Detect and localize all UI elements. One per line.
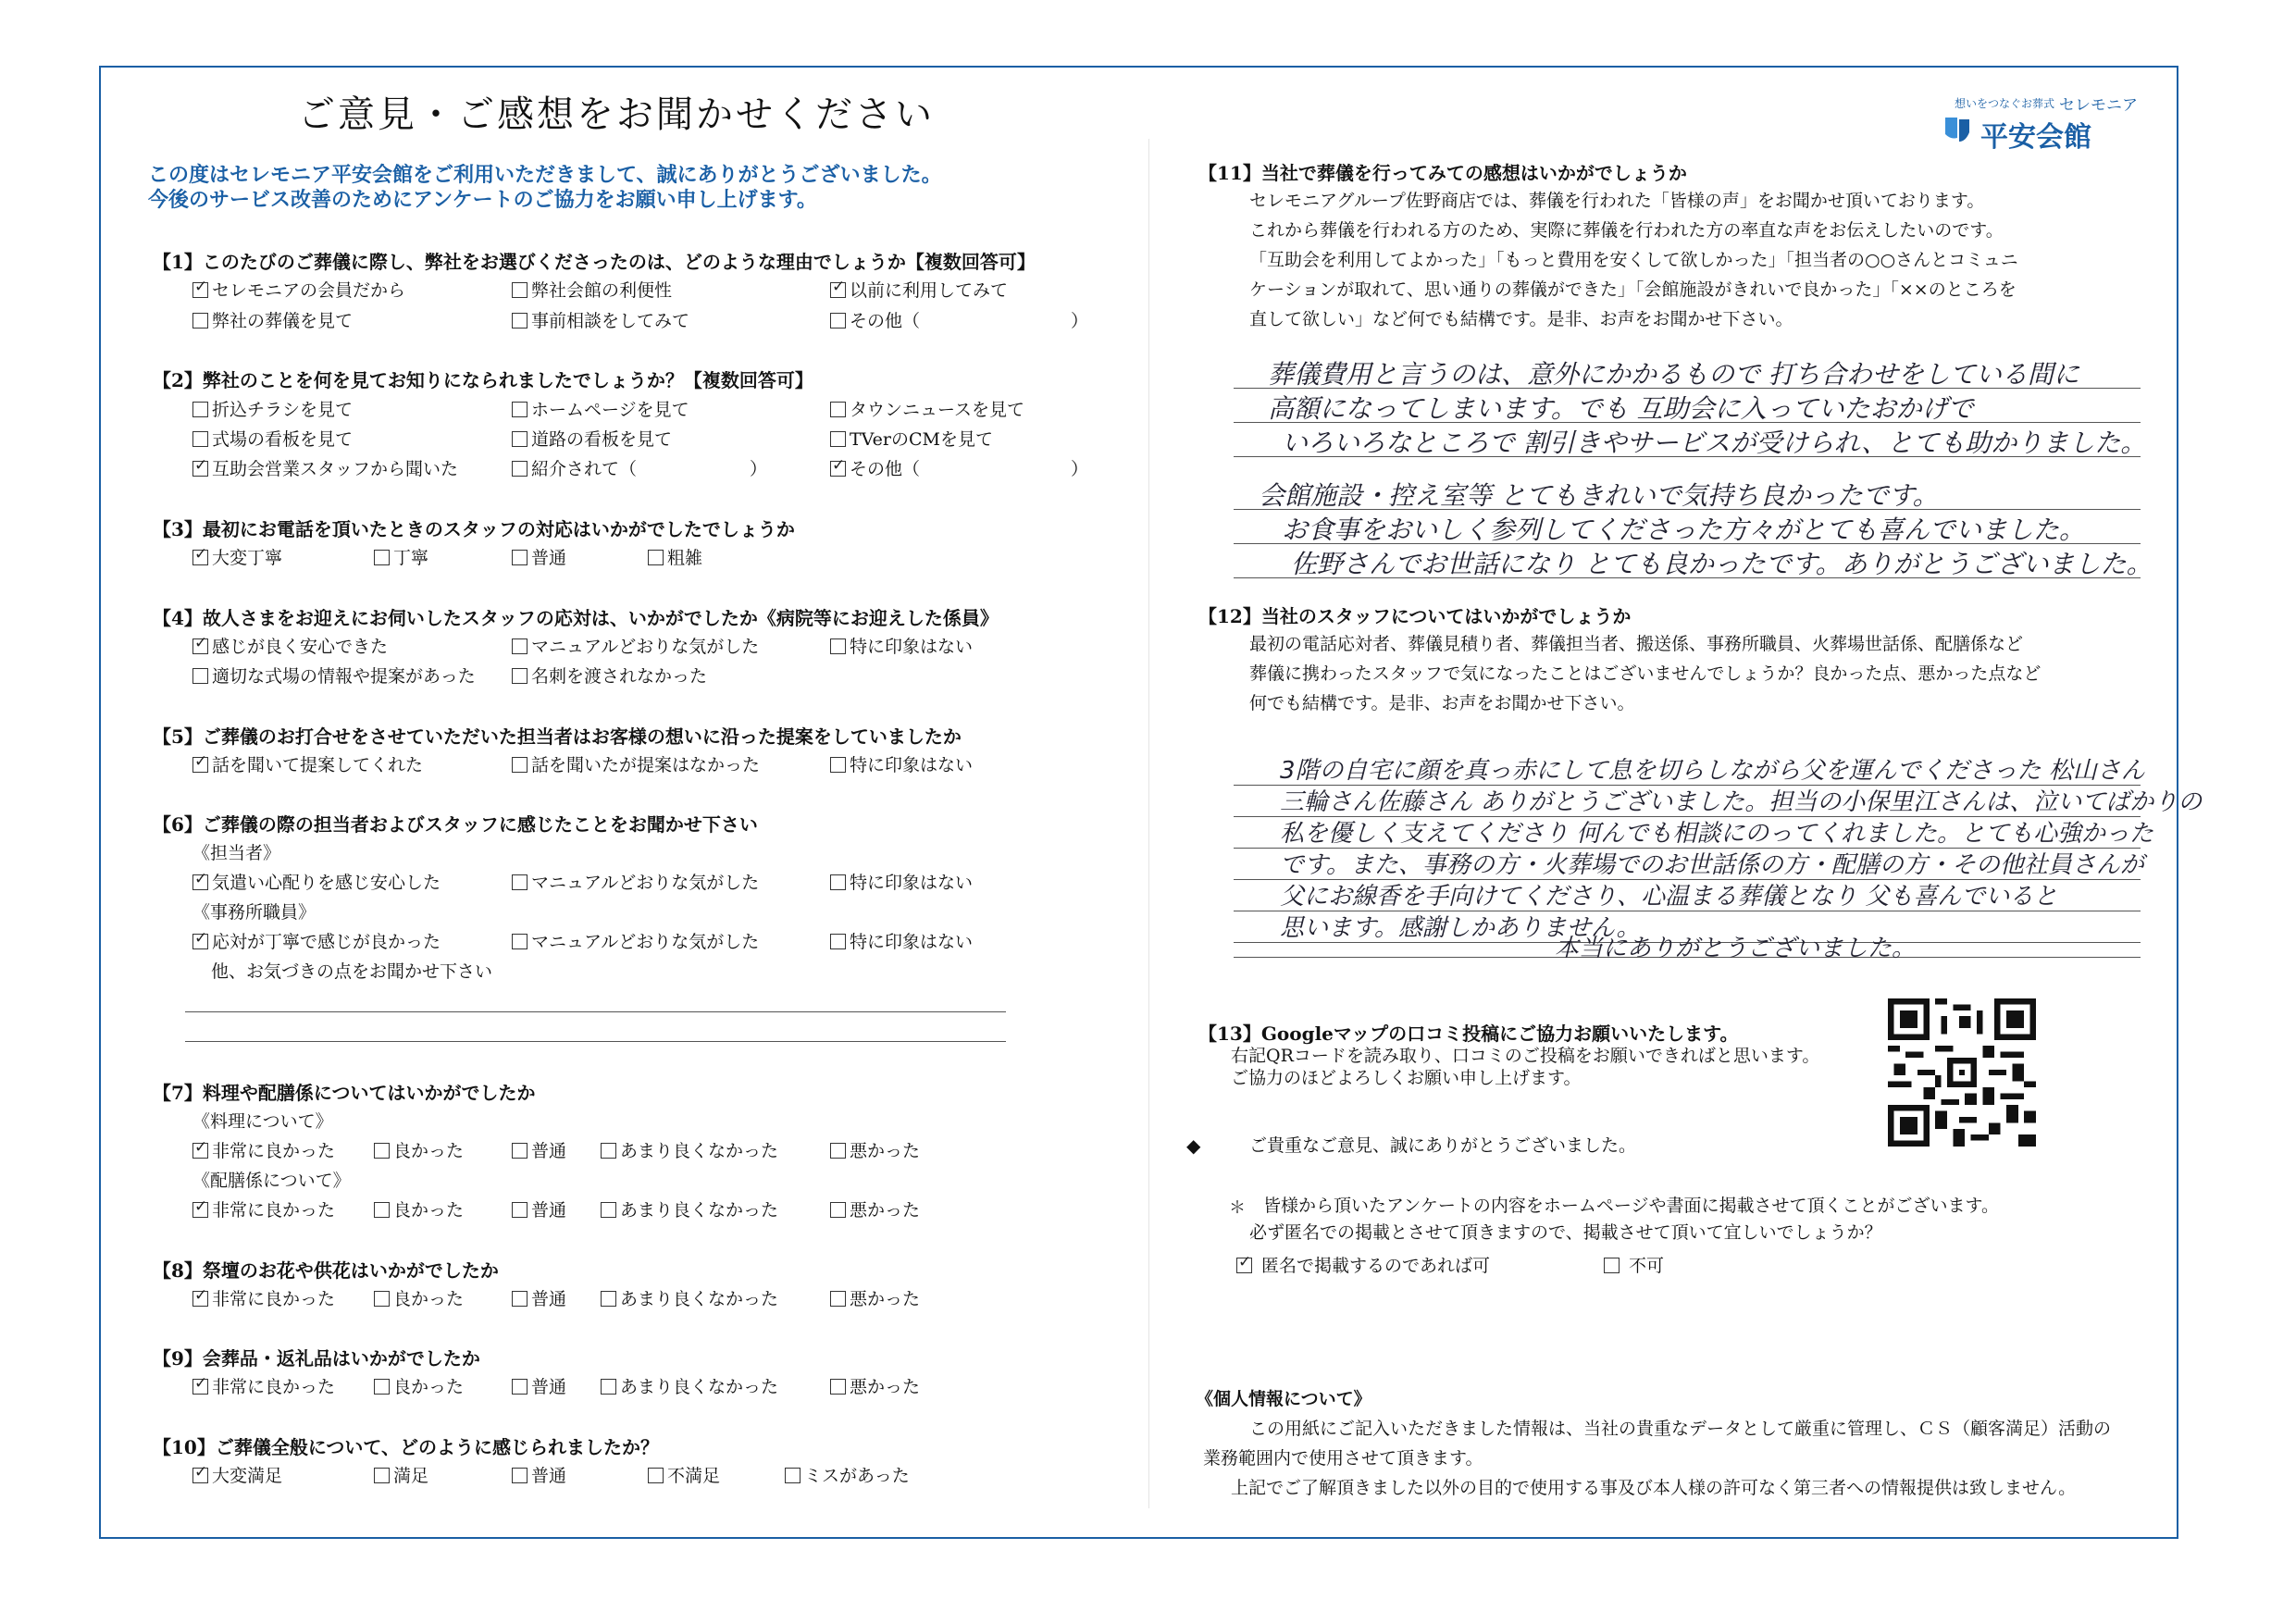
q10-option[interactable]: ✓大変満足 xyxy=(192,1462,282,1487)
closing-note: 皆様から頂いたアンケートの内容をホームページや書面に掲載させて頂くことがございます。 xyxy=(1263,1196,1999,1216)
q7-serving-option[interactable]: あまり良くなかった xyxy=(601,1196,778,1221)
q8-option[interactable]: 良かった xyxy=(374,1285,464,1310)
q6-option[interactable]: マニュアルどおりな気がした xyxy=(512,928,759,953)
q8-option[interactable]: あまり良くなかった xyxy=(601,1285,778,1310)
q12-text: 最初の電話応対者、葬儀見積り者、葬儀担当者、搬送係、事務所職員、火葬場世話係、配膳係など xyxy=(1249,634,2024,654)
logo-brand: セレモニア xyxy=(2059,96,2138,115)
privacy-text: この用紙にご記入いただきました情報は、当社の貴重なデータとして厳重に管理し、ＣＳ（顧客満足）活動の xyxy=(1249,1419,2112,1439)
qr-code-icon[interactable] xyxy=(1882,998,2042,1147)
checkbox-checked-icon xyxy=(192,1143,208,1159)
checkbox-icon xyxy=(512,431,527,447)
center-fold xyxy=(1148,139,1149,1508)
q6-write-line[interactable] xyxy=(185,1011,1006,1012)
q9-option[interactable]: 普通 xyxy=(512,1373,566,1398)
checkbox-icon xyxy=(1604,1258,1620,1273)
checkbox-icon xyxy=(374,550,390,565)
q2-option[interactable]: 紹介されて（ xyxy=(512,455,637,480)
q12-handwriting: 3階の自宅に顔を真っ赤にして息を切らしながら父を運んでくださった 松山さん xyxy=(1280,757,2145,785)
asterisk-icon: ＊ xyxy=(1229,1198,1246,1218)
q1-option[interactable]: 弊社の葬儀を見て xyxy=(192,307,353,332)
q6-option[interactable]: 特に印象はない xyxy=(830,869,973,894)
q10-option[interactable]: 満足 xyxy=(374,1462,428,1487)
checkbox-icon xyxy=(512,874,527,890)
q4-label: 【4】故人さまをお迎えにお伺いしたスタッフの応対は、いかがでしたか《病院等にお迎えした係員》 xyxy=(153,607,999,629)
q6-label: 【6】ご葬儀の際の担当者およびスタッフに感じたことをお聞かせ下さい xyxy=(153,813,758,836)
checkbox-icon xyxy=(512,638,527,654)
checkbox-icon xyxy=(830,313,846,329)
q7-food-option[interactable]: ✓非常に良かった xyxy=(192,1137,335,1162)
closing-thanks: ご貴重なご意見、誠にありがとうございました。 xyxy=(1249,1135,1637,1156)
checkbox-icon xyxy=(192,313,208,329)
q7-serving-option[interactable]: ✓非常に良かった xyxy=(192,1196,335,1221)
q11-handwriting: 佐野さんでお世話になり とても良かったです。ありがとうございました。 xyxy=(1291,549,2153,579)
checkbox-icon xyxy=(512,1202,527,1218)
q11-text: 直して欲しい」など何でも結構です。是非、お声をお聞かせ下さい。 xyxy=(1249,309,1793,329)
q7-food-option[interactable]: 良かった xyxy=(374,1137,464,1162)
q6-other-label: 他、お気づきの点をお聞かせ下さい xyxy=(211,961,493,982)
q10-label: 【10】ご葬儀全般について、どのように感じられましたか？ xyxy=(153,1436,660,1458)
privacy-text: 業務範囲内で使用させて頂きます。 xyxy=(1203,1448,1483,1469)
q11-label: 【11】当社で葬儀を行ってみての感想はいかがでしょうか xyxy=(1198,162,1687,184)
checkbox-icon xyxy=(601,1202,616,1218)
q7-serving-option[interactable]: 良かった xyxy=(374,1196,464,1221)
checkbox-icon xyxy=(512,313,527,329)
publish-no-option[interactable]: 不可 xyxy=(1604,1252,1664,1277)
checkbox-icon xyxy=(830,757,846,773)
q3-option[interactable]: 粗雑 xyxy=(648,544,702,569)
q5-label: 【5】ご葬儀のお打合せをさせていただいた担当者はお客様の想いに沿った提案をしていましたか xyxy=(153,725,962,748)
q12-text: 何でも結構です。是非、お声をお聞かせ下さい。 xyxy=(1249,693,1635,713)
checkbox-icon xyxy=(512,1468,527,1483)
checkbox-icon xyxy=(192,402,208,417)
q1-option[interactable]: ✓セレモニアの会員だから xyxy=(192,277,405,302)
q5-option[interactable]: ✓話を聞いて提案してくれた xyxy=(192,751,423,776)
q3-option[interactable]: 普通 xyxy=(512,544,566,569)
q7-sub-food: 《料理について》 xyxy=(192,1111,333,1132)
checkbox-icon xyxy=(830,934,846,949)
logo-name: 平安会館 xyxy=(1980,121,2091,154)
checkbox-checked-icon xyxy=(192,282,208,298)
q7-food-option[interactable]: あまり良くなかった xyxy=(601,1137,778,1162)
checkbox-checked-icon xyxy=(1236,1258,1252,1273)
checkbox-icon xyxy=(374,1202,390,1218)
q1-option[interactable]: 弊社会館の利便性 xyxy=(512,277,672,302)
checkbox-icon xyxy=(830,1202,846,1218)
q1-option[interactable]: ✓ 以前に利用してみて xyxy=(830,277,1008,302)
checkbox-checked-icon xyxy=(192,757,208,773)
q6-option[interactable]: 特に印象はない xyxy=(830,928,973,953)
checkbox-icon xyxy=(512,550,527,565)
checkbox-checked-icon xyxy=(192,874,208,890)
checkbox-checked-icon xyxy=(192,638,208,654)
q12-label: 【12】当社のスタッフについてはいかがでしょうか xyxy=(1198,605,1632,627)
q13-text: 右記QRコードを読み取り、口コミのご投稿をお願いできればと思います。 xyxy=(1231,1046,1820,1066)
q12-handwriting: です。また、事務の方・火葬場でのお世話係の方・配膳の方・その他社員さんが xyxy=(1280,851,2144,879)
page-title: ご意見・ご感想をお聞かせください xyxy=(298,93,935,136)
checkbox-icon xyxy=(512,1143,527,1159)
q2-other-close: ） xyxy=(1071,459,1089,479)
checkbox-icon xyxy=(601,1291,616,1307)
q7-label: 【7】料理や配膳係についてはいかがでしたか xyxy=(153,1082,536,1104)
q12-handwriting: 三輪さん佐藤さん ありがとうございました。担当の小保里江さんは、泣いてばかりの xyxy=(1280,788,2203,816)
q7-food-option[interactable]: 悪かった xyxy=(830,1137,920,1162)
checkbox-icon xyxy=(785,1468,800,1483)
checkbox-icon xyxy=(512,668,527,684)
q8-option[interactable]: ✓非常に良かった xyxy=(192,1285,335,1310)
q7-sub-serving: 《配膳係について》 xyxy=(192,1171,351,1191)
checkbox-icon xyxy=(374,1143,390,1159)
checkbox-icon xyxy=(374,1468,390,1483)
q11-text: 「互助会を利用してよかった」「もっと費用を安くして欲しかった」「担当者の○○さんとコミュニ xyxy=(1249,250,2018,270)
checkbox-icon xyxy=(192,431,208,447)
q10-option[interactable]: 普通 xyxy=(512,1462,566,1487)
q1-option[interactable]: 事前相談をしてみて xyxy=(512,307,689,332)
q9-option[interactable]: 良かった xyxy=(374,1373,464,1398)
publish-anonymous-option[interactable]: ✓ 匿名で掲載するのであれば可 xyxy=(1236,1252,1490,1277)
checkbox-checked-icon xyxy=(192,1468,208,1483)
q8-option[interactable]: 普通 xyxy=(512,1285,566,1310)
q5-option[interactable]: 話を聞いたが提案はなかった xyxy=(512,751,760,776)
checkbox-checked-icon xyxy=(830,461,846,477)
logo-icon xyxy=(1942,114,1973,145)
q4-option[interactable]: ✓感じが良く安心できた xyxy=(192,633,388,658)
q2-referral-close: ） xyxy=(750,459,768,479)
checkbox-icon xyxy=(830,874,846,890)
checkbox-icon xyxy=(830,1379,846,1395)
q2-option[interactable]: 式場の看板を見て xyxy=(192,426,353,451)
q5-option[interactable]: 特に印象はない xyxy=(830,751,973,776)
q6-option[interactable]: マニュアルどおりな気がした xyxy=(512,869,759,894)
q8-option[interactable]: 悪かった xyxy=(830,1285,920,1310)
checkbox-checked-icon xyxy=(192,1291,208,1307)
q2-option[interactable]: タウンニュースを見て xyxy=(830,396,1024,421)
checkbox-icon xyxy=(830,431,846,447)
q4-option[interactable]: 適切な式場の情報や提案があった xyxy=(192,663,476,688)
checkbox-icon xyxy=(648,550,664,565)
q10-option[interactable]: ミスがあった xyxy=(785,1462,910,1487)
q1-option[interactable]: その他（ xyxy=(830,307,920,332)
q1-other-close: ） xyxy=(1071,311,1089,331)
q11-text: これから葬儀を行われる方のため、実際に葬儀を行われた方の率直な声をお伝えしたいのです。 xyxy=(1249,220,2004,241)
q12-handwriting: 思います。感謝しかありません。 xyxy=(1280,914,1641,942)
checkbox-icon xyxy=(512,934,527,949)
intro-line-2: 今後のサービス改善のためにアンケートのご協力をお願い申し上げます。 xyxy=(148,188,817,212)
q3-option[interactable]: 丁寧 xyxy=(374,544,428,569)
q4-option[interactable]: 特に印象はない xyxy=(830,633,973,658)
checkbox-icon xyxy=(512,757,527,773)
q2-option[interactable]: ✓互助会営業スタッフから聞いた xyxy=(192,455,458,480)
checkbox-icon xyxy=(192,668,208,684)
checkbox-checked-icon xyxy=(192,461,208,477)
q11-handwriting: いろいろなところで 割引きやサービスが受けられ、とても助かりました。 xyxy=(1282,428,2147,458)
q11-text: セレモニアグループ佐野商店では、葬儀を行われた「皆様の声」をお聞かせ頂いております。 xyxy=(1249,191,1985,211)
q7-food-option[interactable]: 普通 xyxy=(512,1137,566,1162)
closing-note: 必ず匿名での掲載とさせて頂きますので、掲載させて頂いて宜しいでしょうか？ xyxy=(1249,1222,1882,1243)
q12-text: 葬儀に携わったスタッフで気になったことはございませんでしょうか？良かった点、悪かった点など xyxy=(1249,663,2042,684)
q9-label: 【9】会葬品・返礼品はいかがでしたか xyxy=(153,1347,480,1370)
q7-serving-option[interactable]: 普通 xyxy=(512,1196,566,1221)
q12-handwriting: 父にお線香を手向けてくださり、心温まる葬儀となり 父も喜んでいると xyxy=(1280,883,2058,911)
checkbox-checked-icon xyxy=(192,934,208,949)
checkbox-icon xyxy=(512,282,527,298)
checkbox-checked-icon xyxy=(192,1379,208,1395)
q11-handwriting: お食事をおいしく参列してくださった方々がとても喜んでいました。 xyxy=(1282,514,2086,545)
diamond-icon: ◆ xyxy=(1186,1134,1201,1157)
checkbox-icon xyxy=(830,1143,846,1159)
checkbox-icon xyxy=(830,638,846,654)
q9-option[interactable]: 悪かった xyxy=(830,1373,920,1398)
intro-line-1: この度はセレモニア平安会館をご利用いただきまして、誠にありがとうございました。 xyxy=(148,163,942,187)
q3-option[interactable]: ✓大変丁寧 xyxy=(192,544,282,569)
q11-handwriting: 葬儀費用と言うのは、意外にかかるもので 打ち合わせをしている間に xyxy=(1268,359,2079,390)
q2-option[interactable]: 折込チラシを見て xyxy=(192,396,353,421)
privacy-title: 《個人情報について》 xyxy=(1196,1389,1371,1409)
checkbox-checked-icon xyxy=(192,1202,208,1218)
q2-option[interactable]: ✓ その他（ xyxy=(830,455,920,480)
checkbox-checked-icon xyxy=(192,550,208,565)
q6-sub-office: 《事務所職員》 xyxy=(192,902,316,923)
q4-option[interactable]: マニュアルどおりな気がした xyxy=(512,633,759,658)
checkbox-icon xyxy=(648,1468,664,1483)
checkbox-icon xyxy=(374,1379,390,1395)
q11-handwriting: 高額になってしまいます。でも 互助会に入っていたおかげで xyxy=(1268,393,1974,424)
checkbox-icon xyxy=(512,1379,527,1395)
checkbox-icon xyxy=(601,1143,616,1159)
q9-option[interactable]: ✓非常に良かった xyxy=(192,1373,335,1398)
q6-sub-staff: 《担当者》 xyxy=(192,843,281,863)
checkbox-icon xyxy=(830,1291,846,1307)
q2-option[interactable]: 道路の看板を見て xyxy=(512,426,672,451)
checkbox-icon xyxy=(601,1379,616,1395)
q6-option[interactable]: ✓気遣い心配りを感じ安心した xyxy=(192,869,441,894)
checkbox-icon xyxy=(512,461,527,477)
q4-option[interactable]: 名刺を渡されなかった xyxy=(512,663,707,688)
q11-handwriting: 会館施設・控え室等 とてもきれいで気持ち良かったです。 xyxy=(1259,480,1939,511)
q8-label: 【8】祭壇のお花や供花はいかがでしたか xyxy=(153,1259,499,1282)
q11-text: ケーションが取れて、思い通りの葬儀ができた」「会館施設がきれいで良かった」「××のところを xyxy=(1249,279,2017,300)
q7-serving-option[interactable]: 悪かった xyxy=(830,1196,920,1221)
checkbox-checked-icon xyxy=(830,282,846,298)
privacy-text: 上記でご了解頂きました以外の目的で使用する事及び本人様の許可なく第三者への情報提供は致しません。 xyxy=(1231,1478,2077,1498)
q9-option[interactable]: あまり良くなかった xyxy=(601,1373,778,1398)
q13-text: ご協力のほどよろしくお願い申し上げます。 xyxy=(1231,1068,1582,1088)
q6-write-line[interactable] xyxy=(185,1041,1006,1042)
q1-label: 【1】このたびのご葬儀に際し、弊社をお選びくださったのは、どのような理由でしょうか【複数回答可】 xyxy=(153,251,1036,273)
q6-option[interactable]: ✓応対が丁寧で感じが良かった xyxy=(192,928,441,953)
q12-handwriting: 本当にありがとうございました。 xyxy=(1555,935,1917,962)
q13-label: 【13】Googleマップの口コミ投稿にご協力お願いいたします。 xyxy=(1198,1023,1739,1045)
checkbox-icon xyxy=(512,1291,527,1307)
checkbox-icon xyxy=(374,1291,390,1307)
checkbox-icon xyxy=(512,402,527,417)
q10-option[interactable]: 不満足 xyxy=(648,1462,720,1487)
q3-label: 【3】最初にお電話を頂いたときのスタッフの対応はいかがでしたでしょうか xyxy=(153,518,795,540)
logo-tagline: 想いをつなぐお葬式 xyxy=(1955,97,2055,110)
q12-handwriting: 私を優しく支えてくださり 何んでも相談にのってくれました。とても心強かった xyxy=(1280,820,2154,848)
q2-option[interactable]: ホームページを見て xyxy=(512,396,689,421)
q2-label: 【2】弊社のことを何を見てお知りになられましたでしょうか？【複数回答可】 xyxy=(153,369,813,391)
q2-option[interactable]: TVerのCMを見て xyxy=(830,426,993,451)
checkbox-icon xyxy=(830,402,846,417)
